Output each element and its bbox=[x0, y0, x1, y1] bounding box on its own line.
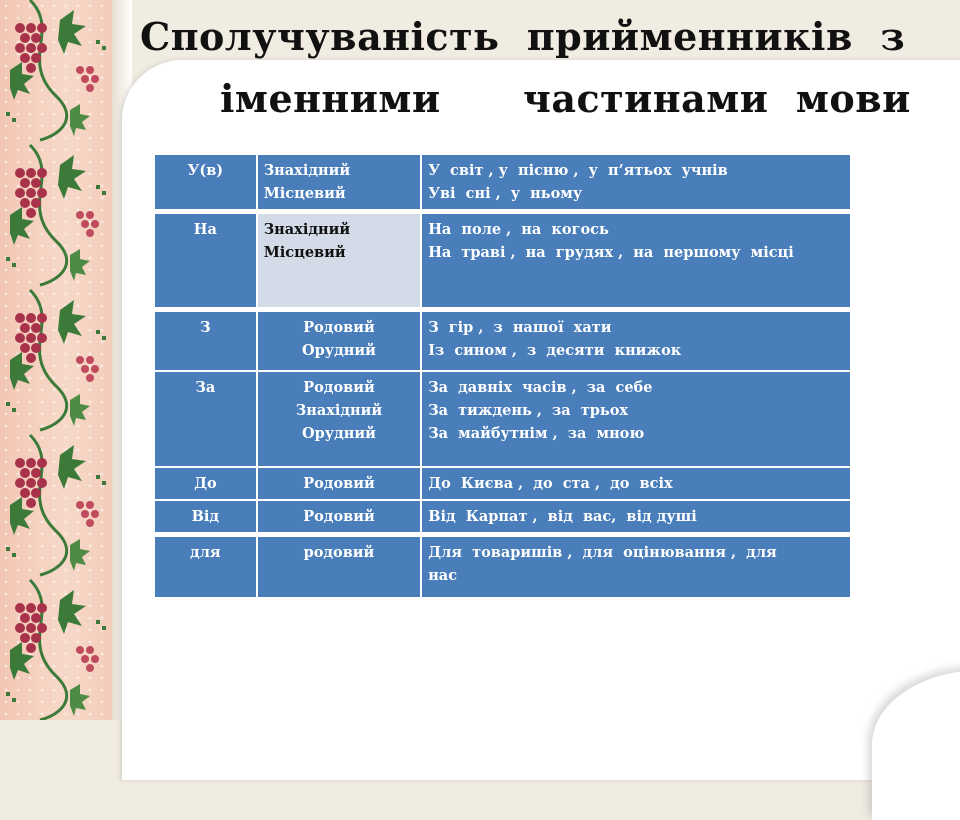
preposition-cell bbox=[155, 155, 258, 214]
example-text: На траві , на грудях , на першому місці bbox=[428, 244, 794, 261]
case-cell bbox=[258, 214, 422, 312]
grape-vine-pattern bbox=[0, 0, 118, 720]
table-row bbox=[155, 312, 850, 372]
case-cell bbox=[258, 372, 422, 468]
example-text: нас bbox=[428, 567, 458, 584]
examples-cell bbox=[422, 537, 850, 599]
case-name: Знахідний bbox=[295, 402, 383, 419]
case-cell bbox=[258, 537, 422, 599]
table-row bbox=[155, 501, 850, 537]
examples-cell bbox=[422, 468, 850, 501]
case-cell bbox=[258, 312, 422, 372]
case-name: Родовий bbox=[303, 319, 375, 336]
examples-cell bbox=[422, 155, 850, 214]
case-name: Родовий bbox=[303, 475, 375, 492]
table-row bbox=[155, 214, 850, 312]
example-text: За майбутнім , за мною bbox=[428, 425, 645, 442]
preposition-cell bbox=[155, 372, 258, 468]
title-line-1: Сполучуваність прийменників з bbox=[140, 14, 906, 59]
case-name: Родовий bbox=[303, 379, 375, 396]
example-text: Для товаришів , для оцінювання , для bbox=[428, 544, 777, 561]
preposition-cell bbox=[155, 537, 258, 599]
case-name: родовий bbox=[303, 544, 375, 561]
preposition-label: До bbox=[194, 475, 217, 492]
preposition-label: За bbox=[195, 379, 216, 396]
case-name: Знахідний bbox=[263, 162, 351, 179]
example-text: З гір , з нашої хати bbox=[428, 319, 612, 336]
case-name: Орудний bbox=[302, 425, 376, 442]
example-text: У світ , у пісню , у п’ятьох учнів bbox=[428, 162, 728, 179]
preposition-label: На bbox=[193, 221, 217, 238]
preposition-label: для bbox=[190, 544, 221, 561]
preposition-cell bbox=[155, 312, 258, 372]
case-name: Місцевий bbox=[263, 244, 346, 261]
example-text: Від Карпат , від вас, від душі bbox=[428, 508, 697, 525]
case-cell bbox=[258, 468, 422, 501]
examples-cell bbox=[422, 312, 850, 372]
examples-cell bbox=[422, 501, 850, 537]
examples-cell bbox=[422, 372, 850, 468]
example-text: За тиждень , за трьох bbox=[428, 402, 629, 419]
example-text: За давніх часів , за себе bbox=[428, 379, 653, 396]
embroidery-ornament bbox=[0, 0, 118, 720]
title-line-2: іменними частинами мови bbox=[220, 76, 911, 121]
table-row bbox=[155, 537, 850, 599]
preposition-label: У(в) bbox=[187, 162, 224, 179]
case-name: Місцевий bbox=[263, 185, 346, 202]
table-row bbox=[155, 372, 850, 468]
table-body bbox=[155, 155, 850, 599]
table-row bbox=[155, 468, 850, 501]
preposition-label: З bbox=[200, 319, 211, 336]
preposition-cell bbox=[155, 501, 258, 537]
preposition-cell bbox=[155, 214, 258, 312]
example-text: Уві сні , у ньому bbox=[428, 185, 583, 202]
preposition-case-table bbox=[155, 155, 850, 599]
example-text: Із сином , з десяти книжок bbox=[428, 342, 682, 359]
examples-cell bbox=[422, 214, 850, 312]
case-name: Орудний bbox=[302, 342, 376, 359]
table-row bbox=[155, 155, 850, 214]
case-name: Родовий bbox=[303, 508, 375, 525]
page-curl-corner bbox=[872, 670, 960, 820]
preposition-label: Від bbox=[191, 508, 220, 525]
example-text: До Києва , до ста , до всіх bbox=[428, 475, 673, 492]
case-name: Знахідний bbox=[263, 221, 351, 238]
preposition-cell bbox=[155, 468, 258, 501]
case-cell bbox=[258, 501, 422, 537]
example-text: На поле , на когось bbox=[428, 221, 609, 238]
case-cell bbox=[258, 155, 422, 214]
